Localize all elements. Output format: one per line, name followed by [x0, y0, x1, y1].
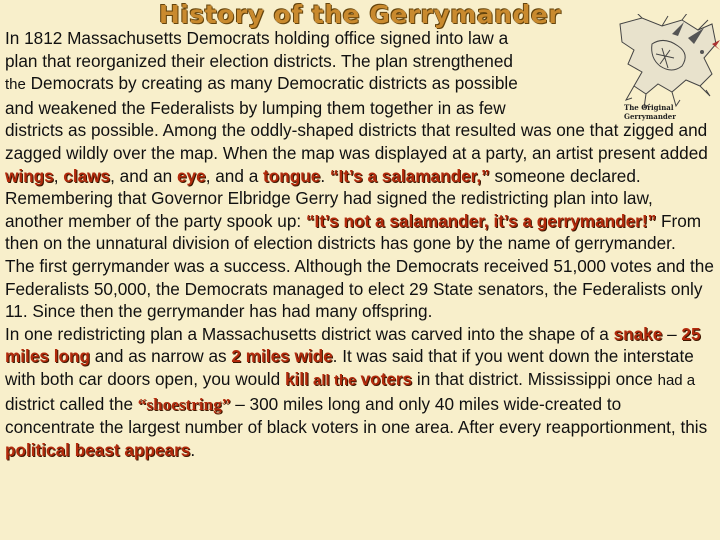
- highlight-tongue: tongue: [263, 165, 321, 186]
- highlight-snake: snake: [613, 323, 663, 344]
- origin-text-1: districts as possible. Among the oddly-shaped districts that resulted was one that zigged and zagged wildly over the map. When the map was displayed at a party, an artist present added: [5, 120, 708, 163]
- highlight-all-the: all the: [308, 371, 361, 389]
- highlight-claws: claws: [63, 165, 111, 186]
- paragraph-success: The first gerrymander was a success. Although the Democrats received 51,000 votes and the Federalists 50,000, the Democrats managed to elect 29 State senators, the Federalists only 11. Since then the gerrymander has had many offspring.: [5, 255, 714, 322]
- example-text-7: – 300 miles long and only 40 miles wide-created to concentrate the largest number of black voters in one area. After every reapportionment, this: [5, 393, 708, 438]
- line-4: and weakened the Federalists by lumping them together in as few: [5, 97, 506, 118]
- highlight-shoestring: “shoestring”: [137, 394, 231, 414]
- paragraph-origin: [5, 27, 715, 255]
- example-text-2: –: [662, 323, 682, 344]
- highlight-salamander-quote: “It’s a salamander,”: [329, 165, 490, 186]
- cartoon-caption: The Original Gerrymander: [624, 103, 676, 121]
- origin-text-7: From then on the unnatural division of election districts has gone by the name of gerrymander.: [5, 210, 702, 254]
- highlight-25-miles-long: 25 miles long: [5, 323, 701, 367]
- origin-text-3: , and an: [110, 165, 177, 186]
- origin-text-4: , and a: [205, 165, 264, 186]
- example-text-1: In one redistricting plan a Massachusetts district was carved into the shape of a: [5, 323, 614, 344]
- highlight-kill: kill: [284, 368, 309, 389]
- example-text-4: . It was said that if you went down the interstate with both car doors open, you would: [5, 346, 694, 389]
- highlight-gerrymander-quote: “It’s not a salamander, it’s a gerrymander!”: [305, 210, 657, 231]
- origin-text-6: someone declared. Remembering that Governor Elbridge Gerry had signed the redistricting plan into law, another member of the party spook up:: [5, 165, 653, 231]
- example-text-6: district called the: [5, 393, 138, 414]
- example-text-3: and as narrow as: [90, 346, 232, 367]
- example-text-5: in that district. Mississippi once: [412, 368, 658, 389]
- example-text-8: .: [190, 439, 196, 460]
- origin-text-5: .: [320, 165, 330, 186]
- article-body: [5, 27, 715, 461]
- line-1: In 1812 Massachusetts Democrats holding office signed into law a: [5, 28, 509, 48]
- highlight-voters: voters: [360, 368, 413, 389]
- line-2: plan that reorganized their election districts. The plan strengthened: [5, 50, 513, 71]
- line-3-the: the: [5, 76, 26, 94]
- line-3-rest: Democrats by creating as many Democratic districts as possible: [25, 73, 518, 94]
- highlight-wings: wings: [5, 165, 54, 186]
- highlight-eye: eye: [177, 165, 206, 186]
- line-3: [5, 72, 605, 97]
- highlight-2-miles-wide: 2 miles wide: [231, 346, 333, 367]
- highlight-political-beast: political beast appears: [5, 439, 191, 460]
- origin-text-2: ,: [53, 165, 64, 186]
- page-title: History of the Gerrymander: [158, 0, 562, 29]
- paragraph-examples: [5, 323, 715, 462]
- example-had-a: had a: [657, 371, 696, 389]
